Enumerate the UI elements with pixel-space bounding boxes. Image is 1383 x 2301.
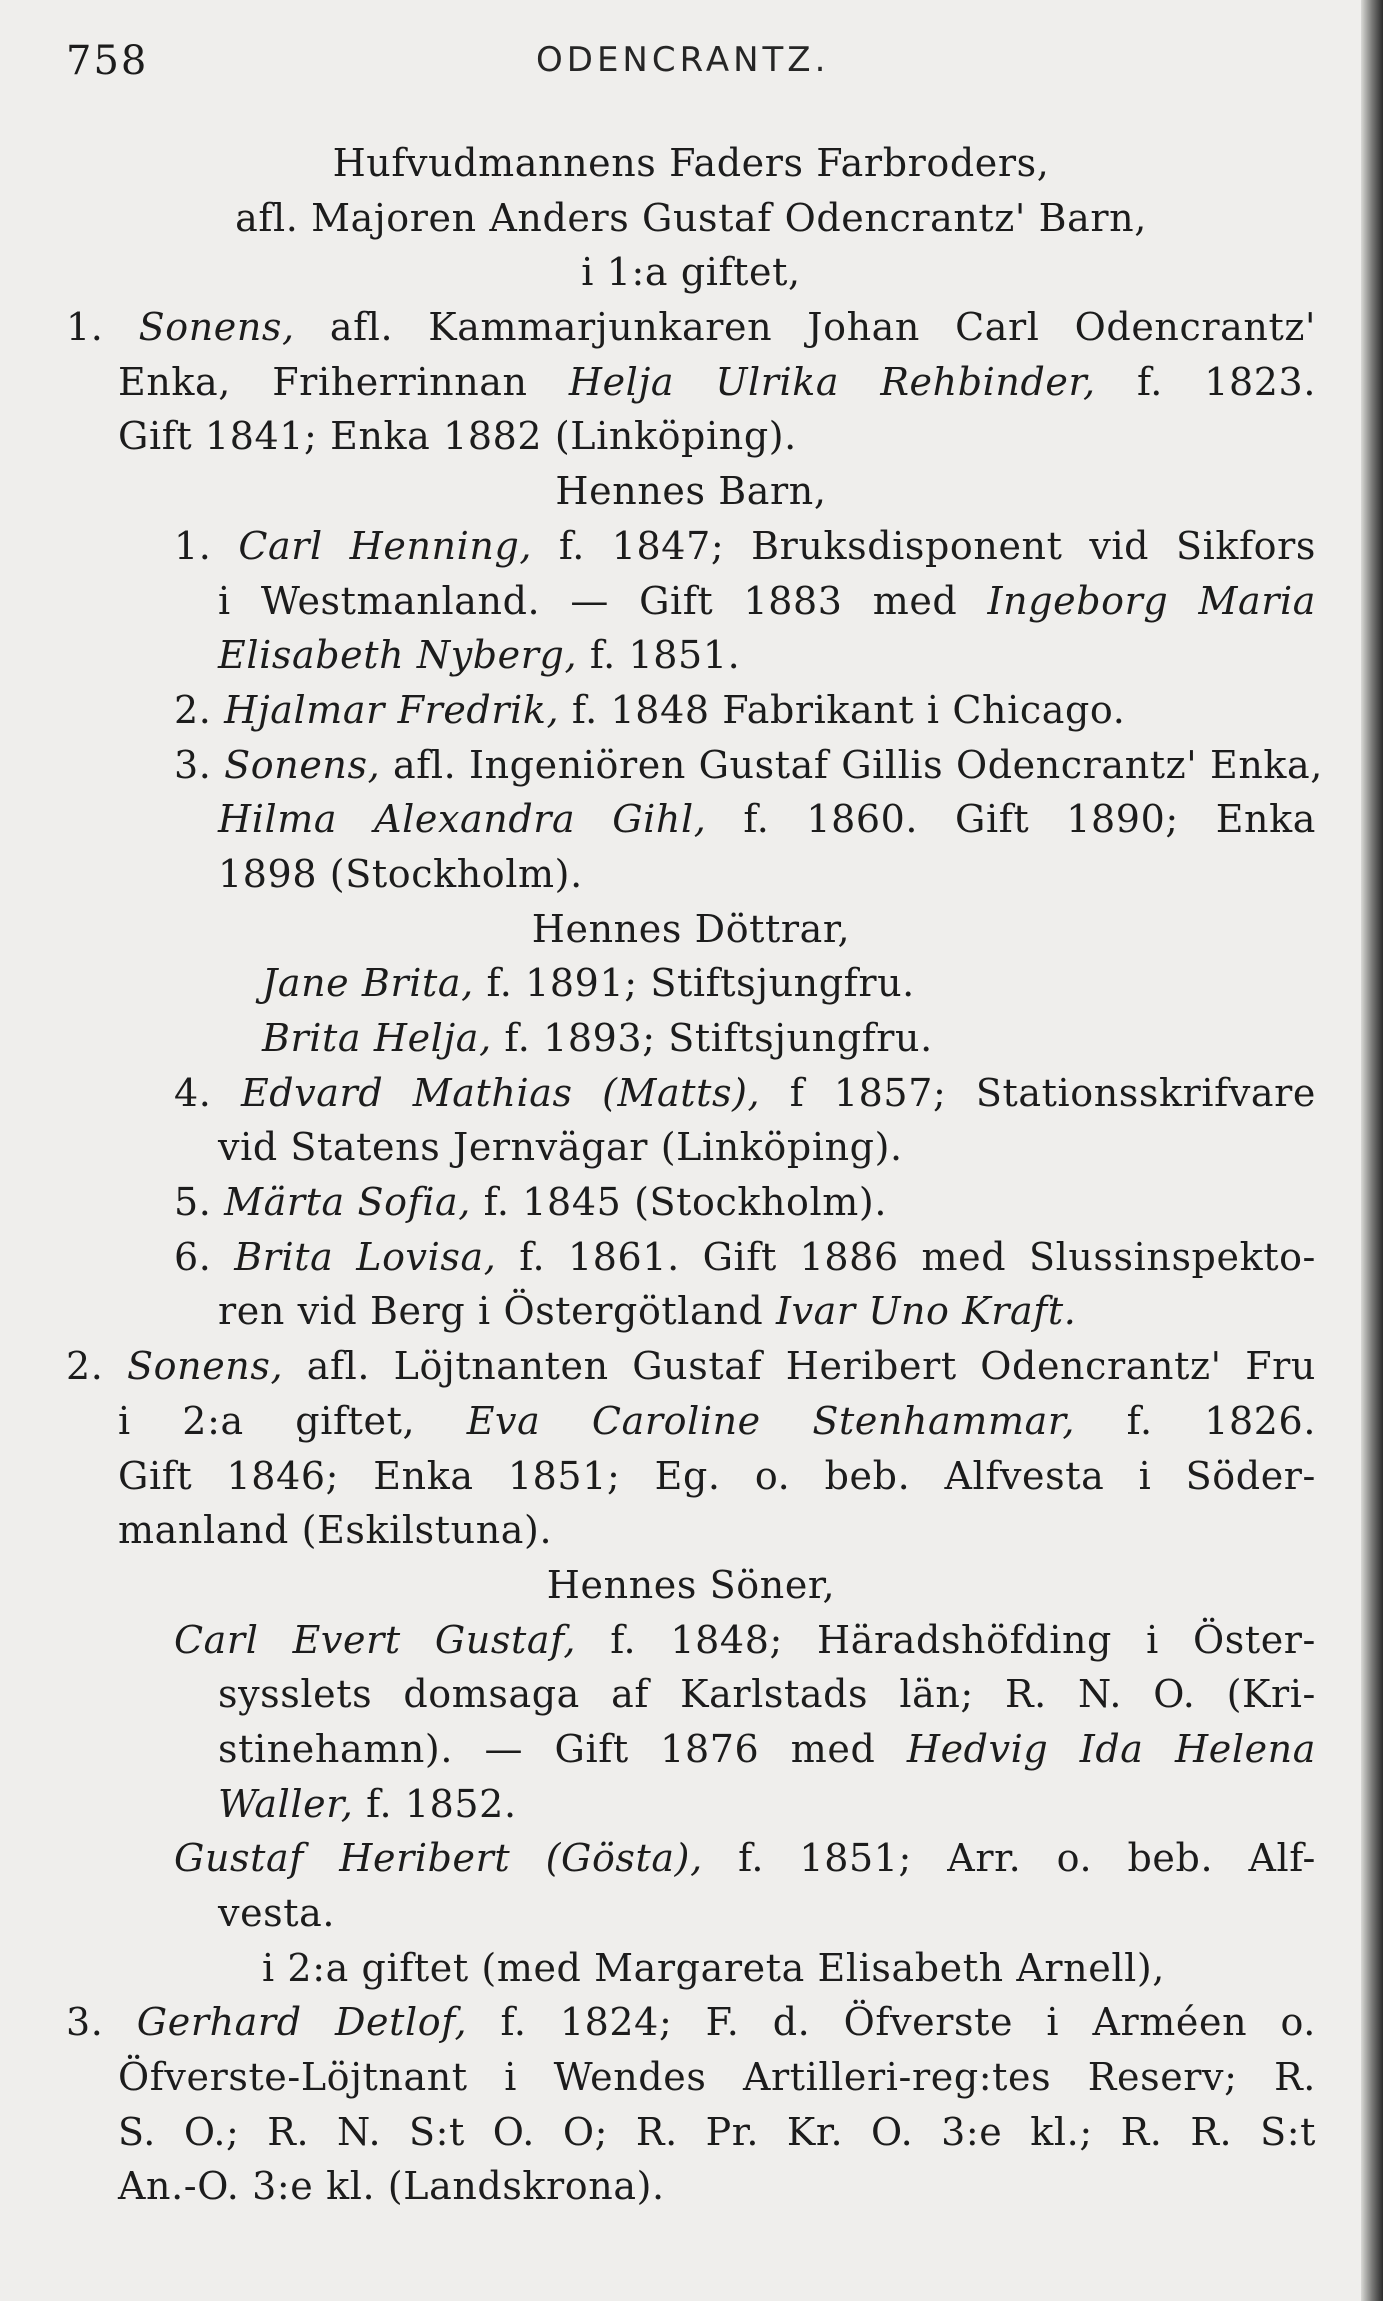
text-line: Hufvudmannens Faders Farbroders, xyxy=(332,141,1050,185)
text-line: An.-O. 3:e kl. (Landskrona). xyxy=(118,2164,665,2209)
text-line: 4. Edvard Mathias (Matts), f 1857; Stationsskrifvare xyxy=(174,1070,1316,1115)
text-line: 3. Gerhard Detlof, f. 1824; F. d. Öfverste i Arméen o. xyxy=(66,2000,1316,2045)
text-line: 2. Hjalmar Fredrik, f. 1848 Fabrikant i Chicago. xyxy=(174,687,1126,732)
text-line: Elisabeth Nyberg, f. 1851. xyxy=(218,633,741,678)
text-line: i 2:a giftet, Eva Caroline Stenhammar, f. 1826. xyxy=(118,1398,1316,1443)
text-line: 6. Brita Lovisa, f. 1861. Gift 1886 med Slussinspekto- xyxy=(174,1234,1316,1279)
text-line: Jane Brita, f. 1891; Stiftsjungfru. xyxy=(262,961,915,1006)
page-number: 758 xyxy=(66,38,149,84)
text-line: Brita Helja, f. 1893; Stiftsjungfru. xyxy=(262,1016,933,1060)
text-line: i 1:a giftet, xyxy=(581,250,801,295)
text-line: Hennes Söner, xyxy=(546,1562,836,1607)
text-line: stinehamn). — Gift 1876 med Hedvig Ida Helena xyxy=(218,1726,1316,1771)
text-line: Hennes Döttrar, xyxy=(531,906,851,951)
text-line: 2. Sonens, afl. Löjtnanten Gustaf Heribert Odencrantz' Fru xyxy=(66,1344,1317,1389)
text-line: 1898 (Stockholm). xyxy=(218,851,583,896)
page-edge-shadow xyxy=(1361,0,1383,2301)
text-line: sysslets domsaga af Karlstads län; R. N. O. (Kri- xyxy=(218,1672,1316,1717)
text-line: Carl Evert Gustaf, f. 1848; Häradshöfding i Öster- xyxy=(174,1617,1316,1662)
text-line: i Westmanland. — Gift 1883 med Ingeborg Maria xyxy=(218,578,1316,623)
text-line: Hennes Barn, xyxy=(555,469,827,514)
text-line: 1. Sonens, afl. Kammarjunkaren Johan Carl Odencrantz' xyxy=(66,305,1316,350)
page-header xyxy=(66,38,1323,88)
text-line: Hilma Alexandra Gihl, f. 1860. Gift 1890; Enka xyxy=(218,797,1316,842)
text-line: Gustaf Heribert (Gösta), f. 1851; Arr. o. beb. Alf- xyxy=(174,1836,1316,1881)
text-line: vesta. xyxy=(218,1891,336,1935)
text-line: Gift 1846; Enka 1851; Eg. o. beb. Alfvesta i Söder- xyxy=(118,1453,1316,1498)
text-line: 3. Sonens, afl. Ingeniören Gustaf Gillis Odencrantz' Enka, xyxy=(174,742,1323,787)
text-line: vid Statens Jernvägar (Linköping). xyxy=(218,1125,903,1170)
genealogy-text xyxy=(66,136,1323,2214)
text-line: manland (Eskilstuna). xyxy=(118,1508,553,1553)
text-line: i 2:a giftet (med Margareta Elisabeth Arnell), xyxy=(262,1945,1165,1990)
text-line: Öfverste-Löjtnant i Wendes Artilleri-reg:tes Reserv; R. xyxy=(118,2055,1316,2100)
text-line: 5. Märta Sofia, f. 1845 (Stockholm). xyxy=(174,1180,888,1225)
text-line: afl. Majoren Anders Gustaf Odencrantz' Barn, xyxy=(235,195,1147,240)
running-title: ODENCRANTZ. xyxy=(536,40,830,80)
text-line: Waller, f. 1852. xyxy=(218,1781,517,1826)
text-line: Enka, Friherrinnan Helja Ulrika Rehbinder, f. 1823. xyxy=(118,359,1316,404)
text-line: ren vid Berg i Östergötland Ivar Uno Kraft. xyxy=(218,1289,1077,1334)
text-line: Gift 1841; Enka 1882 (Linköping). xyxy=(118,414,797,459)
text-line: 1. Carl Henning, f. 1847; Bruksdisponent vid Sikfors xyxy=(174,523,1316,568)
text-line: S. O.; R. N. S:t O. O; R. Pr. Kr. O. 3:e kl.; R. R. S:t xyxy=(118,2109,1316,2154)
